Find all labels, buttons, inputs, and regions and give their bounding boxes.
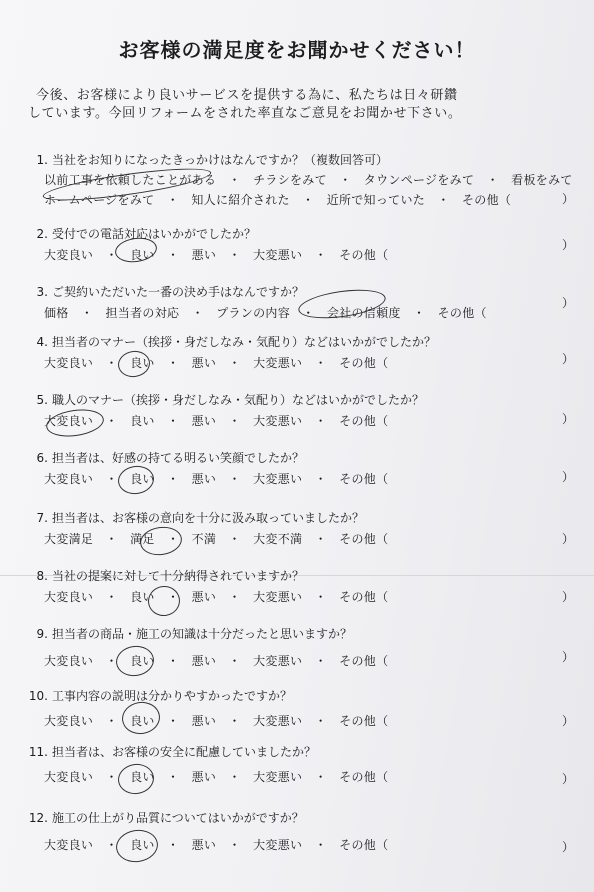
question-text: 受付での電話対応はいかがでしたか？ bbox=[52, 227, 257, 241]
question-text: 担当者の商品・施工の知識は十分だったと思いますか？ bbox=[52, 627, 353, 641]
question-9 bbox=[16, 624, 586, 672]
other-close-paren: ） bbox=[561, 772, 574, 786]
other-close-paren: ） bbox=[561, 840, 574, 854]
question-10 bbox=[16, 686, 586, 732]
question-number: 6. bbox=[36, 451, 48, 465]
question-text: 当社の提案に対して十分納得されていますか？ bbox=[52, 569, 305, 583]
question-text: 担当者は、お客様の安全に配慮していましたか？ bbox=[52, 745, 317, 759]
answer-options-row-2[interactable]: ホームページをみて ・ 知人に紹介された ・ 近所で知っていた ・ その他（ bbox=[44, 193, 512, 207]
other-close-paren: ） bbox=[561, 470, 574, 484]
answer-options[interactable]: 大変良い ・ 良い ・ 悪い ・ 大変悪い ・ その他（ bbox=[44, 356, 389, 370]
question-number: 9. bbox=[36, 627, 48, 641]
other-close-paren: ） bbox=[561, 238, 574, 252]
question-number: 5. bbox=[36, 393, 48, 407]
question-11 bbox=[16, 742, 586, 788]
question-text: 担当者のマナー（挨拶・身だしなみ・気配り）などはいかがでしたか？ bbox=[52, 335, 437, 349]
question-number: 8. bbox=[36, 569, 48, 583]
answer-options[interactable]: 大変良い ・ 良い ・ 悪い ・ 大変悪い ・ その他（ bbox=[44, 414, 389, 428]
intro-line-1: 今後、お客様により良いサービスを提供する為に、私たちは日々研鑽 bbox=[36, 88, 458, 103]
question-number: 12. bbox=[28, 811, 48, 825]
question-7 bbox=[16, 508, 586, 550]
other-close-paren: ） bbox=[561, 412, 574, 426]
question-number: 2. bbox=[36, 227, 48, 241]
other-close-paren: ） bbox=[561, 352, 574, 366]
answer-options[interactable]: 大変良い ・ 良い ・ 悪い ・ 大変悪い ・ その他（ bbox=[44, 770, 389, 784]
question-5 bbox=[16, 390, 586, 432]
question-number: 10. bbox=[28, 689, 48, 703]
question-text: 担当者は、好感の持てる明るい笑顔でしたか？ bbox=[52, 451, 305, 465]
question-4 bbox=[16, 332, 586, 374]
question-8 bbox=[16, 566, 586, 608]
other-close-paren: ） bbox=[561, 714, 574, 728]
question-number: 11. bbox=[28, 745, 48, 759]
other-close-paren: ） bbox=[561, 192, 574, 206]
answer-options[interactable]: 以前工事を依頼したことがある ・ チラシをみて ・ タウンページをみて ・ 看板をみて bbox=[44, 173, 573, 187]
answer-options[interactable]: 大変良い ・ 良い ・ 悪い ・ 大変悪い ・ その他（ bbox=[44, 838, 389, 852]
answer-options[interactable]: 大変良い ・ 良い ・ 悪い ・ 大変悪い ・ その他（ bbox=[44, 590, 389, 604]
answer-options[interactable]: 大変良い ・ 良い ・ 悪い ・ 大変悪い ・ その他（ bbox=[44, 472, 389, 486]
question-text: ご契約いただいた一番の決め手はなんですか？ bbox=[52, 285, 305, 299]
question-3 bbox=[16, 282, 586, 324]
question-1 bbox=[16, 150, 586, 210]
question-number: 1. bbox=[36, 153, 48, 167]
answer-options[interactable]: 大変良い ・ 良い ・ 悪い ・ 大変悪い ・ その他（ bbox=[44, 654, 389, 668]
other-close-paren: ） bbox=[561, 650, 574, 664]
question-text: 当社をお知りになったきっかけはなんですか？（複数回答可） bbox=[52, 153, 389, 167]
question-12 bbox=[16, 808, 586, 856]
answer-options[interactable]: 価格 ・ 担当者の対応 ・ プランの内容 ・ 会社の信頼度 ・ その他（ bbox=[44, 306, 487, 320]
question-number: 3. bbox=[36, 285, 48, 299]
answer-options[interactable]: 大変良い ・ 良い ・ 悪い ・ 大変悪い ・ その他（ bbox=[44, 714, 389, 728]
question-text: 工事内容の説明は分かりやすかったですか？ bbox=[52, 689, 293, 703]
answer-options[interactable]: 大変良い ・ 良い ・ 悪い ・ 大変悪い ・ その他（ bbox=[44, 248, 389, 262]
question-number: 4. bbox=[36, 335, 48, 349]
answer-options[interactable]: 大変満足 ・ 満足 ・ 不満 ・ 大変不満 ・ その他（ bbox=[44, 532, 389, 546]
survey-title: お客様の満足度をお聞かせください！ bbox=[118, 38, 476, 62]
question-text: 職人のマナー（挨拶・身だしなみ・気配り）などはいかがでしたか？ bbox=[52, 393, 425, 407]
question-number: 7. bbox=[36, 511, 48, 525]
question-text: 施工の仕上がり品質についてはいかがですか？ bbox=[52, 811, 304, 825]
question-text: 担当者は、お客様の意向を十分に汲み取っていましたか？ bbox=[52, 511, 365, 525]
intro-line-2: しています。今回リフォームをされた率直なご意見をお聞かせ下さい。 bbox=[28, 106, 462, 121]
other-close-paren: ） bbox=[561, 532, 574, 546]
other-close-paren: ） bbox=[561, 590, 574, 604]
question-2 bbox=[16, 224, 586, 266]
other-close-paren: ） bbox=[561, 296, 574, 310]
question-6 bbox=[16, 448, 586, 490]
